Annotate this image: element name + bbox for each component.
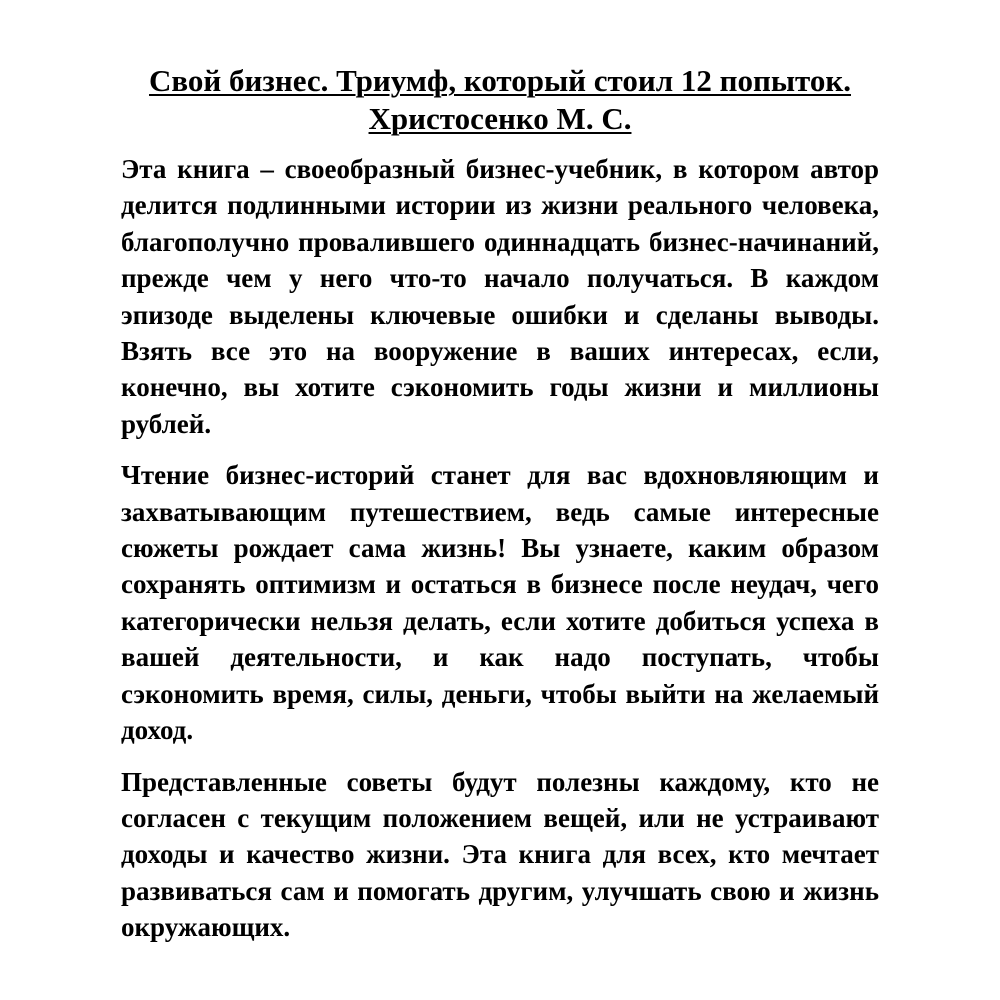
paragraph-1: Эта книга – своеобразный бизнес-учебник, в котором автор делится подлинными истории из жизни реального человека, благополучно провалившего одиннадцать бизнес-начинаний, прежде чем у него что-то начало получаться. В каждом эпизоде выделены ключевые ошибки и сделаны выводы. Взять все это на вооружение в ваших интересах, если, конечно, вы хотите сэкономить годы жизни и миллионы рублей. bbox=[121, 154, 879, 439]
paragraph-2: Чтение бизнес-историй станет для вас вдохновляющим и захватывающим путешествием, ведь самые интересные сюжеты рождает сама жизнь! Вы узнаете, каким образом сохранять оптимизм и остаться в бизнесе после неудач, чего категорически нельзя делать, если хотите добиться успеха в вашей деятельности, и как надо поступать, чтобы сэкономить время, силы, деньги, чтобы выйти на желаемый доход. bbox=[121, 460, 879, 746]
document-title bbox=[121, 62, 879, 138]
title-line-author: Христосенко М. С. bbox=[368, 101, 632, 136]
paragraph-3: Представленные советы будут полезны каждому, кто не согласен с текущим положением вещей, или не устраивают доходы и качество жизни. Эта книга для всех, кто мечтает развиваться сам и помогать другим, улучшать свою и жизнь окружающих. bbox=[121, 766, 879, 943]
document-page bbox=[121, 62, 879, 946]
title-line-book: Свой бизнес. Триумф, который стоил 12 попыток. bbox=[149, 63, 851, 98]
